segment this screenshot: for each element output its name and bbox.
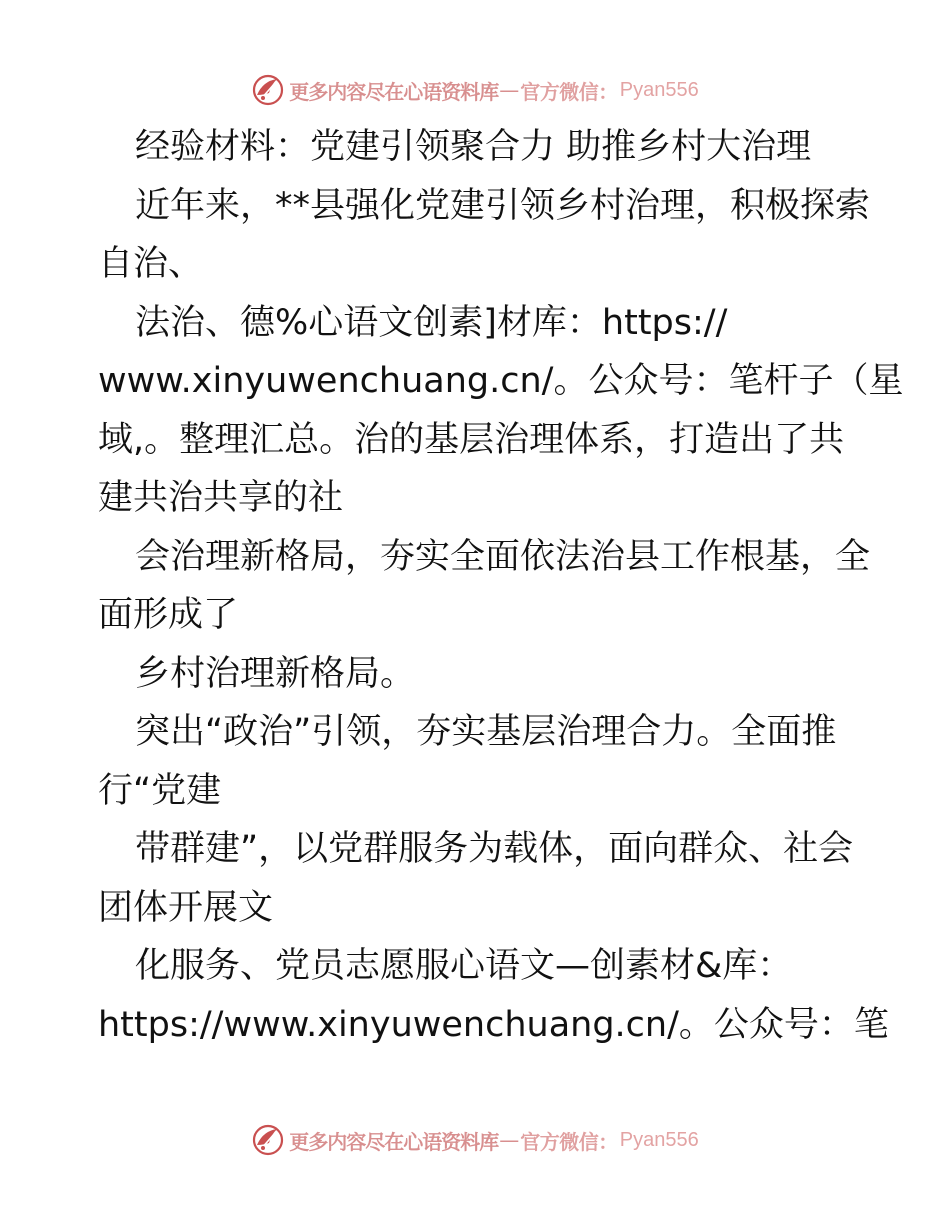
text-line: 面形成了 bbox=[98, 595, 239, 635]
text-line: 法治、德%心语文创素]材库：https:// bbox=[135, 303, 728, 343]
watermark-separator: — bbox=[499, 1128, 520, 1152]
text-line: 自治、 bbox=[98, 244, 204, 284]
text-line: 域,。整理汇总。治的基层治理体系，打造出了共 bbox=[98, 420, 845, 460]
pen-logo-icon bbox=[251, 73, 285, 107]
text-line: 近年来，**县强化党建引领乡村治理，积极探索 bbox=[135, 186, 871, 226]
text-line: 突出“政治”引领，夯实基层治理合力。全面推 bbox=[135, 712, 837, 752]
watermark-text: 更多内容尽在心语资料库 bbox=[289, 79, 499, 104]
watermark-wechat-label: 官方微信： bbox=[520, 1129, 618, 1154]
watermark-wechat-id: Pyan556 bbox=[619, 1128, 699, 1151]
text-line: 会治理新格局，夯实全面依法治县工作根基，全 bbox=[135, 537, 871, 577]
watermark-separator: — bbox=[499, 78, 520, 102]
pen-logo-icon bbox=[251, 1123, 285, 1157]
watermark-wechat-id: Pyan556 bbox=[619, 78, 699, 101]
text-line: www.xinyuwenchuang.cn/。公众号：笔杆子（星 bbox=[98, 361, 904, 401]
text-line: 带群建”，以党群服务为载体，面向群众、社会 bbox=[135, 829, 854, 869]
document-title: 经验材料：党建引领聚合力 助推乡村大治理 bbox=[135, 127, 812, 167]
text-line: 化服务、党员志愿服心语文—创素材&库： bbox=[135, 946, 793, 986]
text-line: 乡村治理新格局。 bbox=[135, 654, 416, 694]
header-watermark bbox=[0, 70, 950, 110]
watermark-wechat-label: 官方微信： bbox=[520, 79, 618, 104]
text-line: 行“党建 bbox=[98, 771, 222, 811]
text-line: https://www.xinyuwenchuang.cn/。公众号：笔 bbox=[98, 1005, 889, 1045]
text-line: 建共治共享的社 bbox=[98, 478, 344, 518]
footer-watermark bbox=[0, 1120, 950, 1160]
text-line: 团体开展文 bbox=[98, 888, 274, 928]
watermark-text: 更多内容尽在心语资料库 bbox=[289, 1129, 499, 1154]
